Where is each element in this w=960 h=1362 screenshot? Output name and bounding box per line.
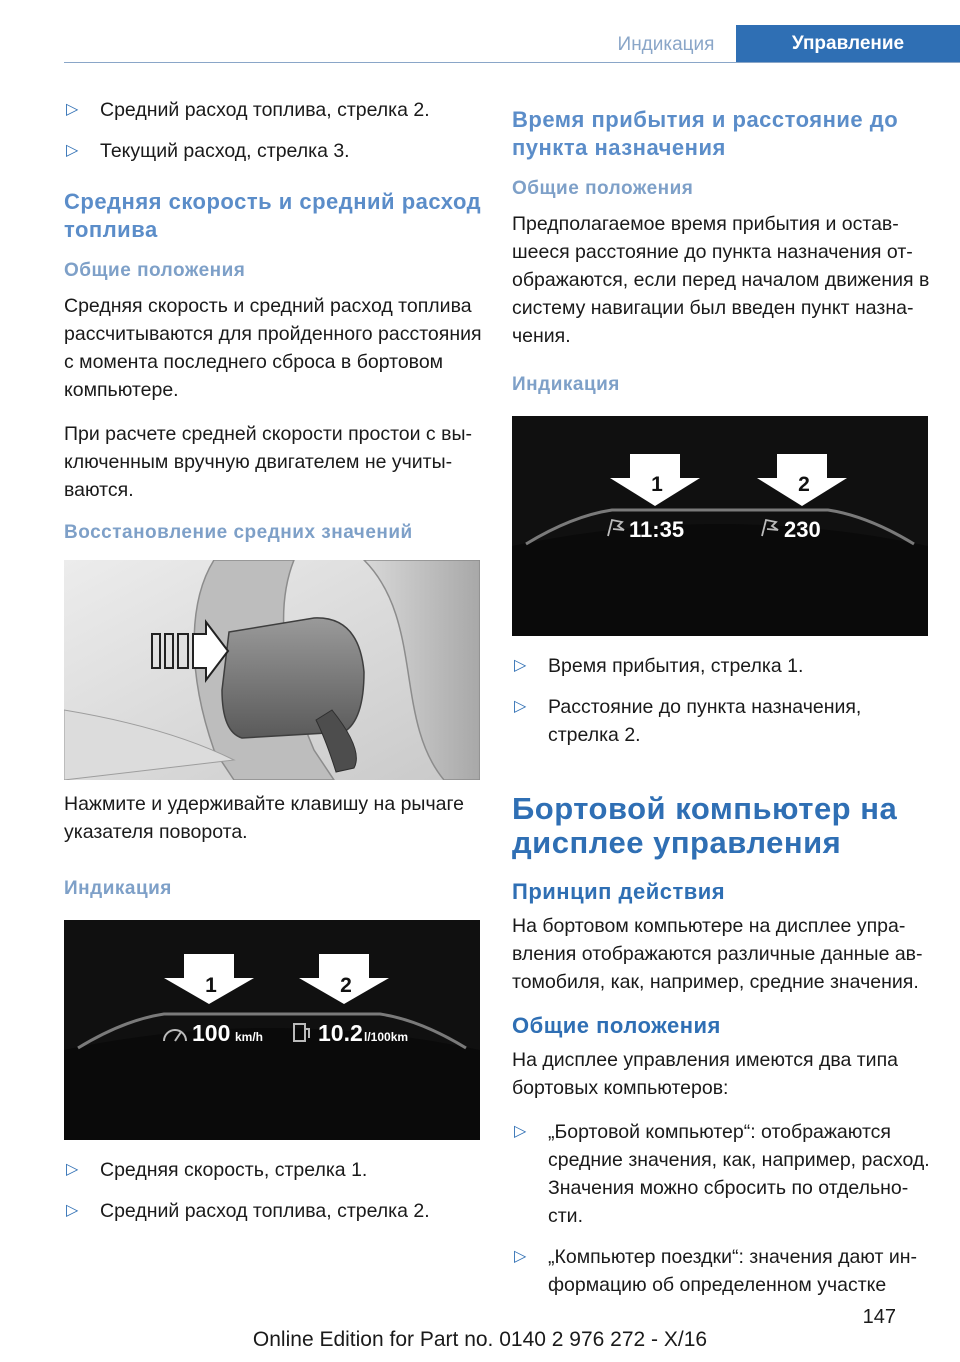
right-column [512, 96, 930, 1312]
arrow-label-1: 1 [205, 974, 217, 997]
list-item: ▷ Расстояние до пункта назначения, стрелка 2. [512, 693, 930, 749]
subsection-title-general: Общие положения [64, 260, 246, 281]
triangle-bullet-icon: ▷ [514, 1123, 527, 1140]
instrument-display-arrival [512, 416, 928, 636]
arrival-time-value: 11:35 [629, 517, 685, 542]
triangle-bullet-icon: ▷ [514, 657, 527, 674]
chapter-title-onboard-computer: Бортовой компьютер на дисплее управления [512, 791, 898, 860]
triangle-bullet-icon: ▷ [514, 1248, 527, 1265]
section-title-avg-speed: Средняя скорость и средний расход топлива [64, 189, 482, 242]
left-bullets-top [64, 96, 482, 165]
paragraph: Средняя скорость и средний расход топлива рассчитываются для пройденного расстояния с момента последнего сброса в бортовом компьютере. [64, 295, 482, 401]
arrow-label-2: 2 [798, 473, 810, 496]
right-bullets-mid [512, 652, 930, 749]
right-bullets-bottom [512, 1118, 930, 1299]
list-item: ▷ Средний расход топлива, стрелка 2. [64, 1197, 482, 1225]
paragraph: Предполагаемое время прибытия и оставшееся расстояние до пункта назначения отображаются, если перед началом движения в систему навигации был введен пункт назначения. [512, 213, 930, 347]
subsection-title-general: Общие положения [512, 1013, 721, 1038]
edition-footer: Online Edition for Part no. 0140 2 976 272 - X/16 [252, 1328, 708, 1351]
triangle-bullet-icon: ▷ [66, 1161, 79, 1178]
avg-speed-value: 100 [192, 1020, 231, 1046]
triangle-bullet-icon: ▷ [66, 1202, 79, 1219]
instrument-display-avg-values [64, 920, 480, 1140]
header-divider [64, 62, 960, 63]
left-column [64, 96, 482, 1238]
arrow-label-1: 1 [651, 473, 663, 496]
left-bullets-bottom [64, 1156, 482, 1225]
subsection-title-indication: Индикация [64, 878, 172, 899]
paragraph: При расчете средней скорости простои с выключенным вручную двигателем не учитываются. [64, 423, 472, 501]
page-number: 147 [862, 1306, 896, 1328]
avg-consumption-unit: l/100km [364, 1030, 409, 1044]
arrow-label-2: 2 [340, 974, 352, 997]
header-tab-control[interactable]: Управление [736, 25, 960, 62]
list-item: ▷ Средний расход топлива, стрелка 2. [64, 96, 482, 124]
list-item: ▷ Средняя скорость, стрелка 1. [64, 1156, 482, 1184]
figure-caption: Нажмите и удерживайте клавишу на рычаге указателя поворота. [64, 793, 464, 843]
avg-speed-unit: km/h [235, 1030, 264, 1044]
list-item: ▷ „Компьютер поездки“: значения дают информацию об определенном участке [512, 1243, 930, 1299]
list-item: ▷ „Бортовой компьютер“: отображаются средние значения, как, например, расход. Значения можно сбросить по отдельности. [512, 1118, 930, 1230]
paragraph: На бортовом компьютере на дисплее управления отображаются различные данные автомобиля, как, например, средние значения. [512, 915, 923, 993]
triangle-bullet-icon: ▷ [66, 101, 79, 118]
list-item: ▷ Текущий расход, стрелка 3. [64, 137, 482, 165]
subsection-title-indication: Индикация [512, 374, 620, 395]
section-title-arrival: Время прибытия и расстояние до пункта назначения [512, 107, 899, 160]
avg-consumption-value: 10.2 [318, 1020, 363, 1046]
subsection-title-general: Общие положения [512, 178, 694, 199]
header-tab-indication[interactable]: Индикация [617, 34, 715, 55]
turn-signal-lever-illustration [64, 560, 480, 780]
list-item: ▷ Время прибытия, стрелка 1. [512, 652, 930, 680]
paragraph: На дисплее управления имеются два типа бортовых компьютеров: [512, 1049, 898, 1099]
triangle-bullet-icon: ▷ [514, 698, 527, 715]
distance-value: 230 [784, 517, 821, 542]
triangle-bullet-icon: ▷ [66, 142, 79, 159]
subsection-title-reset: Восстановление средних значений [64, 522, 413, 543]
subsection-title-principle: Принцип действия [512, 879, 726, 904]
